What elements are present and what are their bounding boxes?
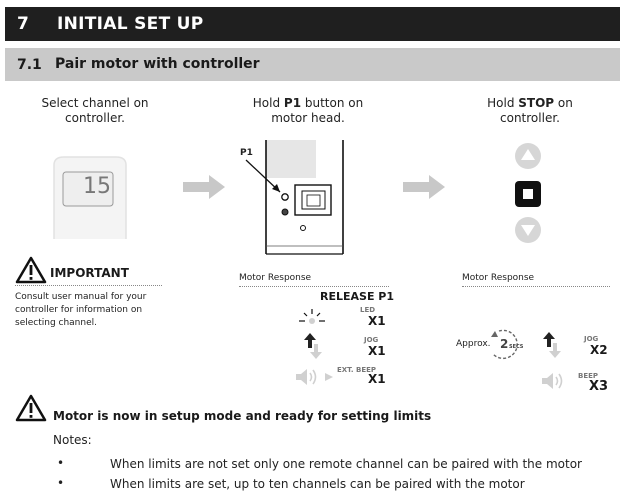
jog-tag: JOG [584,335,599,343]
speaker-beep-icon [540,370,568,392]
step3-line2: controller. [500,111,560,125]
important-title: IMPORTANT [50,266,129,280]
up-arrow-icon [515,143,541,169]
speaker-beep-icon [294,366,338,388]
subsection-header [5,48,620,81]
led-flash-icon [298,308,326,330]
step1-line2: controller. [65,111,125,125]
approx-text: Approx. [456,339,491,349]
step2-caption: Hold P1 button on motor head. [228,96,388,126]
stop-button-label: STOP [518,96,555,110]
step2-line2: motor head. [271,111,345,125]
warning-icon [15,394,47,422]
jog-tag: JOG [364,336,379,344]
arrow-right-icon [403,175,445,199]
motor-head-illustration [236,140,348,265]
ext-beep-count: X1 [368,372,386,386]
motor-response-label: Motor Response [239,273,312,283]
led-count: X1 [368,314,386,328]
release-p1-text: RELEASE P1 [320,290,395,303]
stop-button-icon [515,181,541,207]
setup-mode-message: Motor is now in setup mode and ready for setting limits [53,409,432,423]
jog-count: X1 [368,344,386,358]
step3-caption: Hold STOP on controller. [455,96,605,126]
channel-display: 15 [83,174,111,199]
beep-count: X3 [589,379,609,394]
down-arrow-icon [515,217,541,243]
notes-heading: Notes: [53,433,92,447]
subsection-number: 7.1 [17,57,42,73]
timer-value: 2 [500,337,509,351]
led-tag: LED [360,306,376,314]
divider [462,286,610,287]
note-item: When limits are not set only one remote channel can be paired with the motor [110,457,582,471]
divider [15,285,162,286]
jog-up-down-icon [541,331,563,359]
jog-up-down-icon [302,332,324,360]
section-title: INITIAL SET UP [57,14,204,34]
ext-beep-tag: EXT. BEEP [337,366,377,374]
step1-line1: Select channel on [41,96,149,110]
divider [239,286,389,287]
timer-unit: SECS [509,344,524,350]
arrow-right-icon [183,175,225,199]
important-text: Consult user manual for your controller for information on selecting channel. [15,292,147,328]
bullet: • [57,476,65,490]
step1-caption [20,96,170,126]
subsection-title: Pair motor with controller [55,56,260,72]
jog-count: X2 [590,343,608,357]
section-header [5,7,620,41]
warning-icon [15,256,47,284]
note-item: When limits are set, up to ten channels can be paired with the motor [110,477,525,491]
p1-pointer-label: P1 [240,148,253,158]
bullet: • [57,456,65,470]
beep-tag: BEEP [578,372,599,380]
section-number: 7 [17,14,30,34]
controller-buttons-illustration [512,142,544,246]
p1-button-label: P1 [283,96,302,110]
motor-response-label: Motor Response [462,273,535,283]
